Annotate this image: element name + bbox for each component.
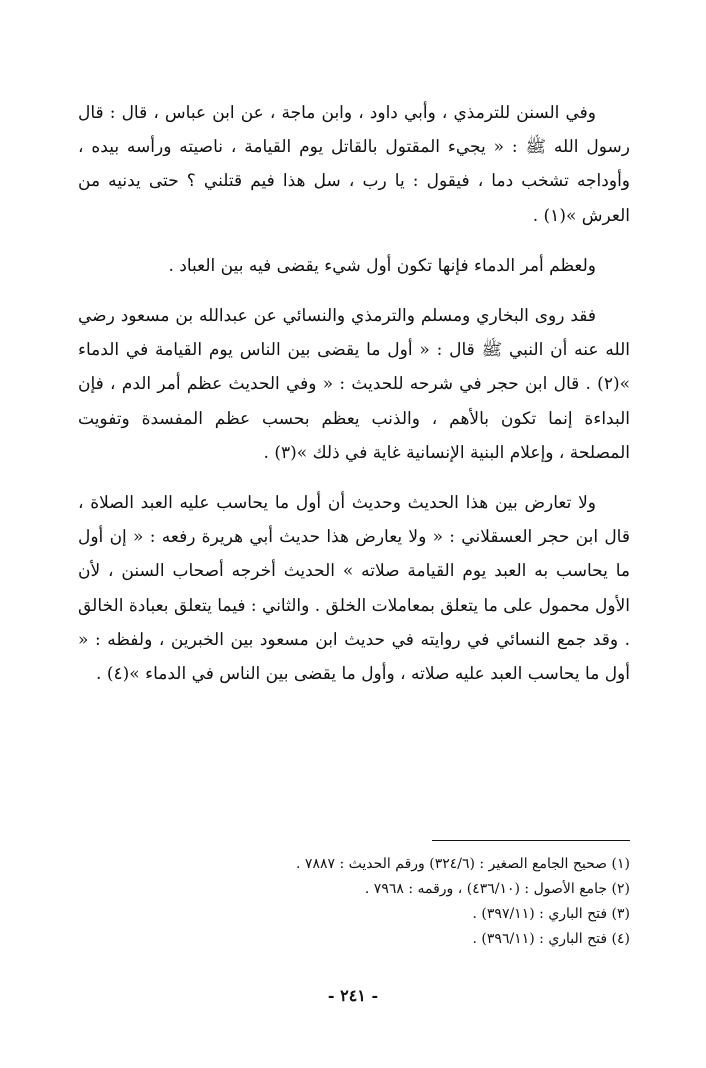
footnote-2: (٢) جامع الأصول : (٤٣٦/١٠) ، ورقمه : ٧٩٦٨ . [364, 881, 630, 897]
footnote-4: (٤) فتح الباري : (٣٩٦/١١) . [472, 931, 630, 947]
paragraph-3: فقد روى البخاري ومسلم والترمذي والنسائي عن عبدالله بن مسعود رضي الله عنه أن النبي ﷺ قال : « أول ما يقضى بين الناس يوم القيامة في الدماء »(٢) . قال ابن حجر في شرحه للحديث : « وفي الحديث عظم أمر الدم ، فإن البداءة إنما تكون بالأهم ، والذنب يعظم بحسب عظم المفسدة وتفويت المصلحة ، وإعلام البنية الإنسانية غاية في ذلك »(٣) . [78, 306, 630, 463]
footnotes [200, 852, 630, 952]
footnote-1: (١) صحيح الجامع الصغير : (٣٢٤/٦) ورقم الحديث : ٧٨٨٧ . [296, 856, 630, 872]
paragraph-1: وفي السنن للترمذي ، وأبي داود ، وابن ماجة ، عن ابن عباس ، قال : قال رسول الله ﷺ : « يجيء المقتول بالقاتل يوم القيامة ، ناصيته ورأسه بيده ، وأوداجه تشخب دما ، فيقول : يا رب ، سل هذا فيم قتلني ؟ حتى يدنيه من العرش »(١) . [78, 103, 630, 226]
page-number: - ٢٤١ - [327, 986, 379, 1005]
main-text [78, 96, 630, 691]
footnote-3: (٣) فتح الباري : (٣٩٧/١١) . [472, 906, 630, 922]
paragraph-4: ولا تعارض بين هذا الحديث وحديث أن أول ما يحاسب عليه العبد الصلاة ، قال ابن حجر العسقلاني : « ولا يعارض هذا حديث أبي هريرة رفعه : « إن أول ما يحاسب به العبد يوم القيامة صلاته » الحديث أخرجه أصحاب السنن ، لأن الأول محمول على ما يتعلق بمعاملات الخلق . والثاني : فيما يتعلق بعبادة الخالق . وقد جمع النسائي في روايته في حديث ابن مسعود بين الخبرين ، ولفظه : « أول ما يحاسب العبد عليه صلاته ، وأول ما يقضى بين الناس في الدماء »(٤) . [78, 493, 630, 685]
paragraph-2: ولعظم أمر الدماء فإنها تكون أول شيء يقضى فيه بين العباد . [168, 255, 596, 276]
footnote-divider [432, 840, 630, 841]
